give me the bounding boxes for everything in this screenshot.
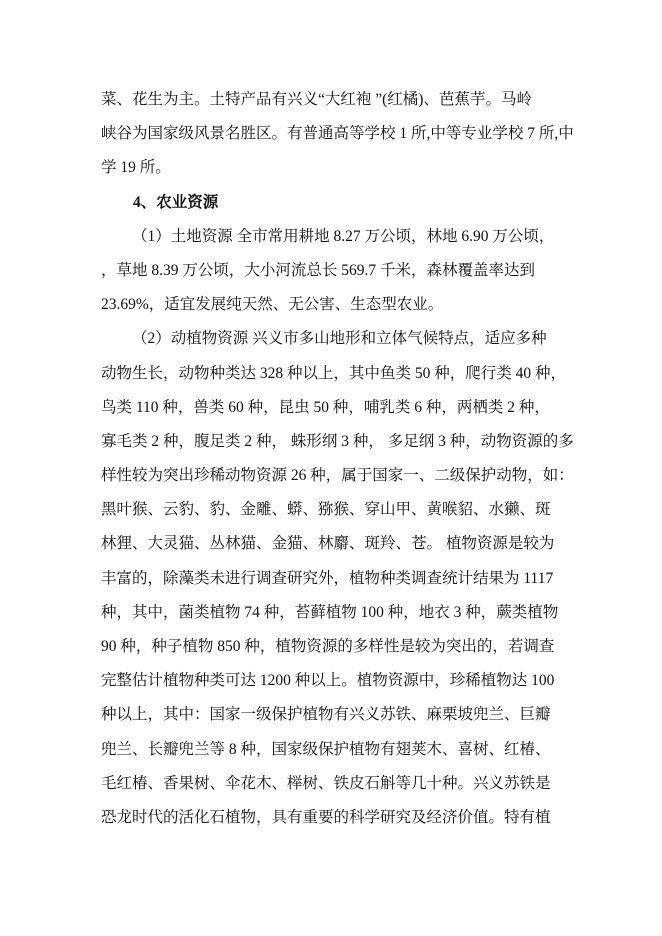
text-line: ，草地 8.39 万公顷，大小河流总长 569.7 千米，森林覆盖率达到 xyxy=(101,261,536,279)
paragraph-continuation xyxy=(101,83,581,186)
text-line: 种以上，其中：国家一级保护植物有兴义苏铁、麻栗坡兜兰、巨瓣 xyxy=(101,706,551,724)
text-line: 23.69%，适宜发展纯天然、无公害、生态型农业。 xyxy=(101,296,444,314)
text-line: 90 种，种子植物 850 种，植物资源的多样性是较为突出的，若调查 xyxy=(101,638,555,655)
text-line: 动物生长，动物种类达 328 种以上，其中鱼类 50 种，爬行类 40 种， xyxy=(101,364,567,382)
document-body xyxy=(101,83,581,835)
section-heading: 4、农业资源 xyxy=(133,193,219,211)
text-line: （2）动植物资源 兴义市多山地形和立体气候特点，适应多种 xyxy=(132,330,547,348)
text-line: 学 19 所。 xyxy=(101,159,171,177)
text-line: 寡毛类 2 种，腹足类 2 种， 蛛形纲 3 种， 多足纲 3 种，动物资源的多 xyxy=(101,432,574,450)
text-line: 菜、花生为主。土特产品有兴义“大红袍 ”(红橘)、芭蕉芋。马岭 xyxy=(101,91,532,108)
text-line: 种，其中，菌类植物 74 种，苔藓植物 100 种，地衣 3 种，蕨类植物 xyxy=(101,603,559,621)
text-line: 林狸、大灵猫、丛林猫、金猫、林麝、斑羚、苍。 植物资源是较为 xyxy=(101,535,555,553)
text-line: 样性较为突出珍稀动物资源 26 种，属于国家一、二级保护动物，如： xyxy=(101,467,574,485)
text-line: 毛红椿、香果树、伞花木、榉树、铁皮石斛等几十种。兴义苏铁是 xyxy=(101,774,551,792)
text-line: 鸟类 110 种，兽类 60 种，昆虫 50 种，哺乳类 6 种，两栖类 2 种， xyxy=(101,398,550,416)
paragraph-flora-fauna-resources xyxy=(101,322,581,835)
text-line: 完整估计植物种类可达 1200 种以上。植物资源中，珍稀植物达 100 xyxy=(101,672,555,690)
text-line: 丰富的，除藻类未进行调查研究外，植物种类调查统计结果为 1117 xyxy=(101,569,554,587)
text-line: 峡谷为国家级风景名胜区。有普通高等学校 1 所,中等专业学校 7 所,中 xyxy=(101,125,574,143)
text-line: （1）土地资源 全市常用耕地 8.27 万公顷，林地 6.90 万公顷， xyxy=(132,227,555,245)
paragraph-land-resources xyxy=(101,220,581,323)
text-line: 兜兰、长瓣兜兰等 8 种，国家级保护植物有翅荚木、喜树、红椿、 xyxy=(101,740,551,758)
text-line: 黑叶猴、云豹、豹、金雕、蟒、猕猴、穿山甲、黄喉貂、水獭、斑 xyxy=(101,501,551,519)
text-line: 恐龙时代的活化石植物，具有重要的科学研究及经济价值。特有植 xyxy=(101,808,551,826)
